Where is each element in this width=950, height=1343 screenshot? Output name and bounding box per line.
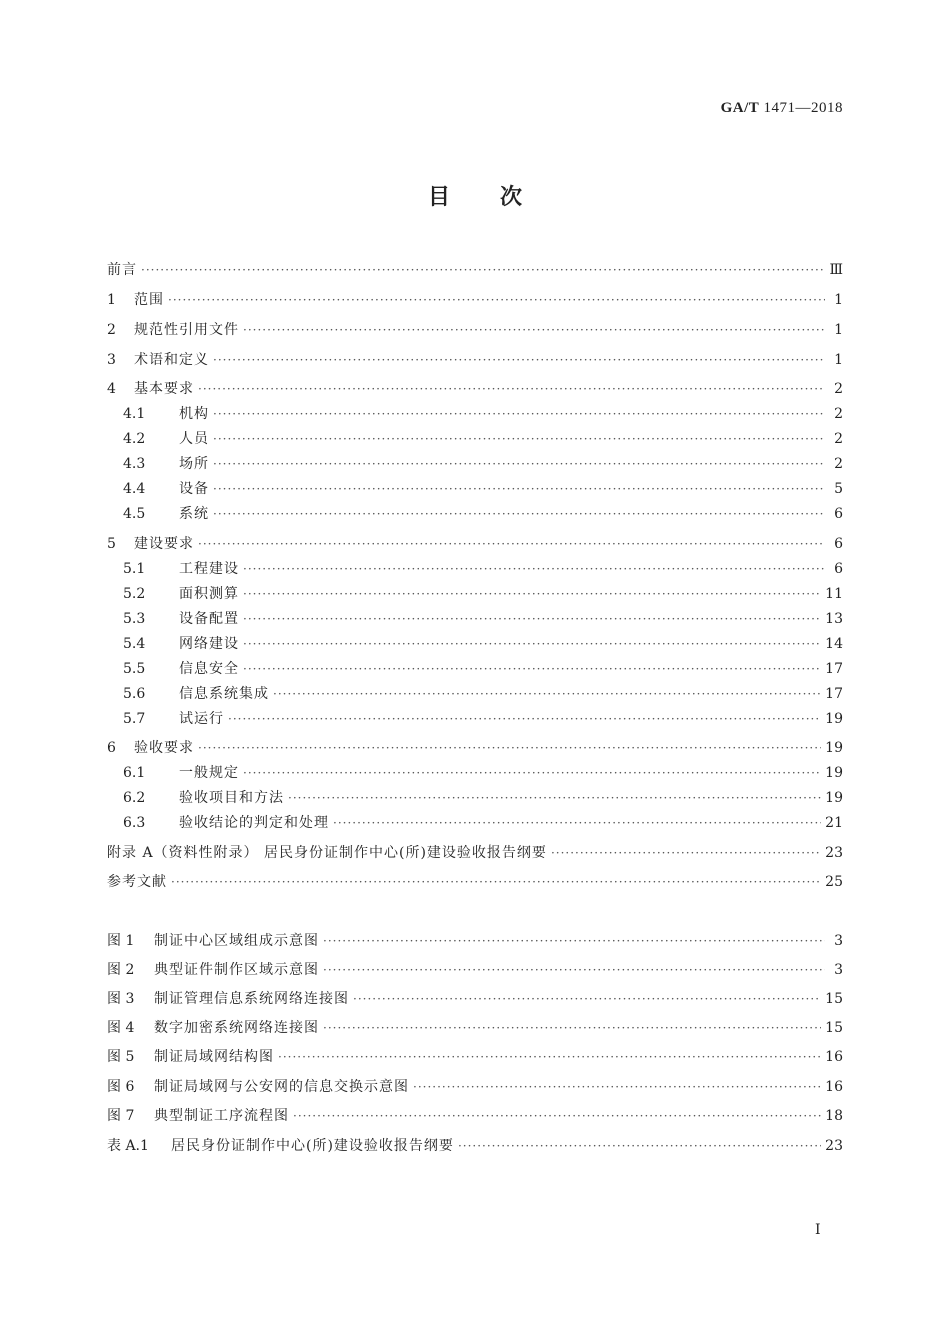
dot-leader — [213, 404, 825, 424]
entry-page: 25 — [825, 874, 843, 890]
dot-leader — [413, 1077, 821, 1097]
toc-entry[interactable] — [107, 634, 843, 654]
page-title: 目次 — [427, 184, 572, 210]
entry-label: 范围 — [134, 292, 164, 308]
standard-code-number: 1471—2018 — [763, 100, 843, 116]
entry-label: 制证管理信息系统网络连接图 — [154, 991, 349, 1007]
entry-number: 5.5 — [123, 661, 146, 677]
toc-entry[interactable] — [107, 350, 843, 370]
entry-label: 信息安全 — [179, 661, 239, 677]
entry-page: 2 — [834, 456, 843, 472]
toc-entry[interactable] — [107, 738, 843, 758]
dot-leader — [141, 260, 825, 280]
figure-entry[interactable] — [107, 1106, 843, 1126]
dot-leader — [243, 609, 821, 629]
entry-label: 信息系统集成 — [179, 686, 269, 702]
figure-entry[interactable] — [107, 960, 843, 980]
entry-page: 1 — [834, 322, 843, 338]
dot-leader — [198, 738, 821, 758]
entry-number: 6 — [107, 740, 116, 756]
dot-leader — [323, 1018, 821, 1038]
entry-number: 图 2 — [107, 962, 135, 978]
figure-entry[interactable] — [107, 1077, 843, 1097]
dot-leader — [243, 634, 821, 654]
entry-number: 5.4 — [123, 636, 146, 652]
entry-label: 系统 — [179, 506, 209, 522]
entry-label: 面积测算 — [179, 586, 239, 602]
dot-leader — [228, 709, 821, 729]
dot-leader — [171, 872, 821, 892]
entry-page: 6 — [834, 561, 843, 577]
entry-label: 制证中心区域组成示意图 — [154, 933, 319, 949]
entry-label: 一般规定 — [179, 765, 239, 781]
entry-number: 2 — [107, 322, 116, 338]
entry-label: 制证局域网结构图 — [154, 1049, 274, 1065]
entry-label: 设备 — [179, 481, 209, 497]
dot-leader — [213, 350, 825, 370]
dot-leader — [243, 559, 825, 579]
dot-leader — [213, 504, 825, 524]
entry-number: 图 1 — [107, 933, 135, 949]
entry-page: 6 — [834, 536, 843, 552]
dot-leader — [243, 320, 825, 340]
figure-entry[interactable] — [107, 1018, 843, 1038]
toc-entry[interactable] — [107, 534, 843, 554]
entry-label: 参考文献 — [107, 874, 167, 890]
entry-number: 4.2 — [123, 431, 146, 447]
entry-label: 网络建设 — [179, 636, 239, 652]
entry-number: 图 7 — [107, 1108, 135, 1124]
entry-page: 3 — [834, 933, 843, 949]
entry-number: 4 — [107, 381, 116, 397]
dot-leader — [213, 429, 825, 449]
entry-page: 13 — [825, 611, 843, 627]
entry-number: 4.5 — [123, 506, 146, 522]
entry-page: 16 — [825, 1079, 843, 1095]
entry-page: 19 — [825, 740, 843, 756]
entry-number: 5.1 — [123, 561, 146, 577]
entry-page: Ⅲ — [829, 262, 843, 278]
entry-number: 4.1 — [123, 406, 146, 422]
entry-page: 5 — [834, 481, 843, 497]
toc-entry[interactable] — [107, 320, 843, 340]
entry-label: 验收结论的判定和处理 — [179, 815, 329, 831]
toc-entry[interactable] — [107, 504, 843, 524]
toc-entry[interactable] — [107, 290, 843, 310]
entry-page: 14 — [825, 636, 843, 652]
entry-number: 5.3 — [123, 611, 146, 627]
entry-page: 1 — [834, 292, 843, 308]
entry-number: 6.1 — [123, 765, 146, 781]
entry-label: 居民身份证制作中心(所)建设验收报告纲要 — [171, 1138, 454, 1154]
entry-number: 6.3 — [123, 815, 146, 831]
entry-label: 场所 — [179, 456, 209, 472]
dot-leader — [198, 379, 825, 399]
entry-page: 11 — [825, 586, 843, 602]
entry-page: 23 — [825, 1138, 843, 1154]
dot-leader — [273, 684, 821, 704]
entry-label: 前言 — [107, 262, 137, 278]
toc-entry[interactable] — [107, 454, 843, 474]
toc-entry[interactable] — [107, 813, 843, 833]
entry-number: 图 5 — [107, 1049, 135, 1065]
entry-label: 基本要求 — [134, 381, 194, 397]
entry-label: 典型证件制作区域示意图 — [154, 962, 319, 978]
dot-leader — [198, 534, 825, 554]
entry-label: 制证局域网与公安网的信息交换示意图 — [154, 1079, 409, 1095]
entry-number: 3 — [107, 352, 116, 368]
page-number: Ⅰ — [815, 1222, 821, 1238]
entry-page: 19 — [825, 790, 843, 806]
dot-leader — [323, 931, 825, 951]
dot-leader — [243, 584, 821, 604]
entry-page: 17 — [825, 686, 843, 702]
toc-entry[interactable] — [107, 872, 843, 892]
toc-entry[interactable] — [107, 429, 843, 449]
entry-page: 3 — [834, 962, 843, 978]
entry-page: 2 — [834, 431, 843, 447]
toc-entry[interactable] — [107, 609, 843, 629]
entry-label: 验收要求 — [134, 740, 194, 756]
toc-entry[interactable] — [107, 843, 843, 863]
entry-number: 表 A.1 — [107, 1138, 149, 1154]
entry-label: 术语和定义 — [134, 352, 209, 368]
toc-entry[interactable] — [107, 404, 843, 424]
dot-leader — [333, 813, 821, 833]
entry-page: 18 — [825, 1108, 843, 1124]
entry-label: 设备配置 — [179, 611, 239, 627]
entry-number: 4.4 — [123, 481, 146, 497]
entry-page: 1 — [834, 352, 843, 368]
toc-entry[interactable] — [107, 763, 843, 783]
entry-page: 16 — [825, 1049, 843, 1065]
entry-page: 19 — [825, 711, 843, 727]
dot-leader — [278, 1047, 821, 1067]
entry-label: 人员 — [179, 431, 209, 447]
toc-entry[interactable] — [107, 788, 843, 808]
dot-leader — [243, 659, 821, 679]
entry-label: 规范性引用文件 — [134, 322, 239, 338]
entry-page: 15 — [825, 1020, 843, 1036]
toc-entry[interactable] — [107, 379, 843, 399]
entry-page: 17 — [825, 661, 843, 677]
entry-number: 5.2 — [123, 586, 146, 602]
toc-entry[interactable] — [107, 684, 843, 704]
toc-entry[interactable] — [107, 559, 843, 579]
entry-number: 图 4 — [107, 1020, 135, 1036]
entry-label: 机构 — [179, 406, 209, 422]
entry-number: 图 6 — [107, 1079, 135, 1095]
standard-code — [721, 100, 843, 117]
dot-leader — [168, 290, 825, 310]
entry-number: 5.6 — [123, 686, 146, 702]
entry-page: 2 — [834, 406, 843, 422]
entry-label: 建设要求 — [134, 536, 194, 552]
figure-entry[interactable] — [107, 1047, 843, 1067]
figure-entry[interactable] — [107, 1136, 843, 1156]
entry-label: 数字加密系统网络连接图 — [154, 1020, 319, 1036]
entry-label: 试运行 — [179, 711, 224, 727]
dot-leader — [213, 479, 825, 499]
entry-label: 附录 A（资料性附录） 居民身份证制作中心(所)建设验收报告纲要 — [107, 845, 547, 861]
entry-number: 6.2 — [123, 790, 146, 806]
entry-page: 6 — [834, 506, 843, 522]
entry-number: 图 3 — [107, 991, 135, 1007]
dot-leader — [288, 788, 821, 808]
dot-leader — [458, 1136, 821, 1156]
entry-page: 21 — [825, 815, 843, 831]
entry-label: 典型制证工序流程图 — [154, 1108, 289, 1124]
entry-label: 工程建设 — [179, 561, 239, 577]
entry-page: 2 — [834, 381, 843, 397]
dot-leader — [293, 1106, 821, 1126]
entry-number: 1 — [107, 292, 116, 308]
dot-leader — [323, 960, 825, 980]
entry-label: 验收项目和方法 — [179, 790, 284, 806]
toc-entry[interactable] — [107, 584, 843, 604]
toc-entry[interactable] — [107, 659, 843, 679]
toc-entry[interactable] — [107, 260, 843, 280]
figure-entry[interactable] — [107, 931, 843, 951]
entry-number: 5.7 — [123, 711, 146, 727]
dot-leader — [353, 989, 821, 1009]
dot-leader — [551, 843, 821, 863]
dot-leader — [243, 763, 821, 783]
figure-entry[interactable] — [107, 989, 843, 1009]
entry-number: 4.3 — [123, 456, 146, 472]
entry-page: 23 — [825, 845, 843, 861]
entry-page: 15 — [825, 991, 843, 1007]
standard-code-prefix: GA/T — [720, 100, 760, 116]
toc-entry[interactable] — [107, 479, 843, 499]
entry-number: 5 — [107, 536, 116, 552]
toc-entry[interactable] — [107, 709, 843, 729]
entry-page: 19 — [825, 765, 843, 781]
dot-leader — [213, 454, 825, 474]
